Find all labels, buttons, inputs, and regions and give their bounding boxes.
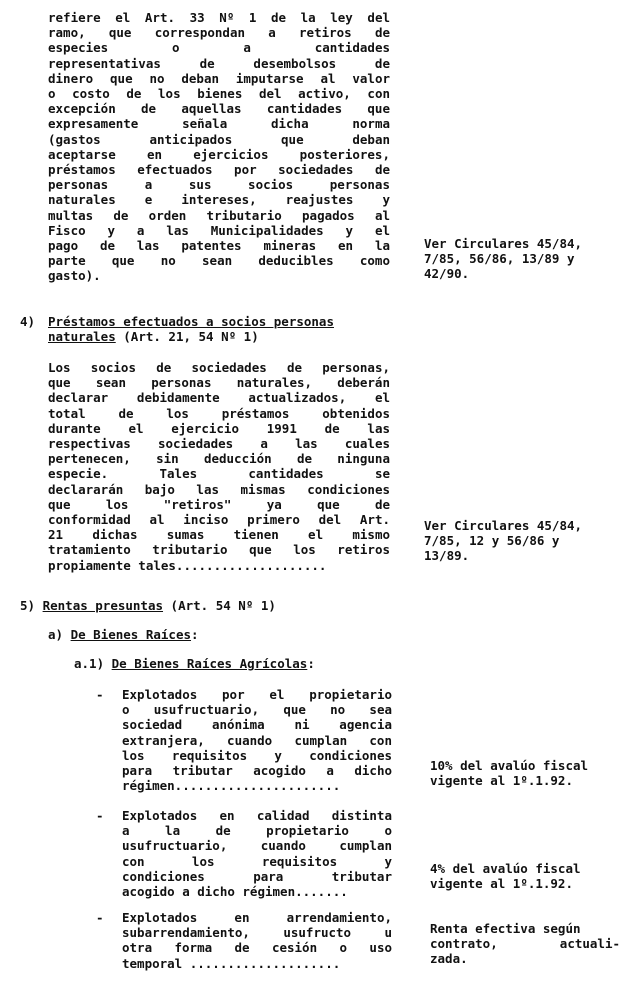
text-line: temporal ....................: [122, 955, 341, 971]
text-line: excepción de aquellas cantidades que: [48, 101, 390, 117]
text-line: que los "retiros" ya que de: [48, 496, 390, 512]
subsection-number: a): [48, 627, 64, 642]
paragraph-continuation: [48, 10, 390, 284]
note-line: 4% del avalúo fiscal: [430, 861, 581, 876]
colon: :: [191, 627, 199, 642]
text-line: propiamente tales....................: [48, 557, 327, 573]
text-line: ramo, que correspondan a retiros de: [48, 25, 390, 41]
text-line: préstamos efectuados por sociedades de: [48, 162, 390, 178]
item-note: [430, 758, 626, 788]
dash-bullet: -: [96, 687, 104, 702]
text-line: gasto).: [48, 268, 101, 284]
note-line: 13/89.: [424, 548, 470, 564]
text-line: expresamente señala dicha norma: [48, 116, 390, 132]
note-line: Ver Circulares 45/84,: [424, 236, 583, 251]
dash-bullet: -: [96, 808, 104, 823]
text-line: personas a sus socios personas: [48, 177, 390, 193]
text-line: aceptarse en ejercicios posteriores,: [48, 146, 390, 162]
note-line: Renta efectiva según: [430, 921, 581, 936]
text-line: tratamiento tributario que los retiros: [48, 542, 390, 558]
text-line: refiere el Art. 33 Nº 1 de la ley del: [48, 10, 390, 25]
text-line: Fisco y a las Municipalidades y el: [48, 222, 390, 238]
text-line: con los requisitos y: [122, 853, 392, 869]
text-line: usufructuario, cuando cumplan: [122, 838, 392, 854]
text-line: (gastos anticipados que deban: [48, 131, 390, 147]
note-line: 42/90.: [424, 266, 470, 282]
text-line: representativas de desembolsos de: [48, 55, 390, 71]
note-line: vigente al 1º.1.92.: [430, 876, 573, 892]
item-note: [430, 921, 620, 967]
article-reference: (Art. 21, 54 Nº 1): [123, 329, 259, 345]
list-item: [122, 808, 392, 899]
section-number: 4): [20, 314, 36, 329]
text-line: a la de propietario o: [122, 823, 392, 839]
text-line: condiciones para tributar: [122, 868, 392, 884]
subsection-number: a.1): [74, 656, 105, 671]
text-line: Explotados en arrendamiento,: [122, 910, 392, 925]
text-line: subarrendamiento, usufructo u: [122, 925, 392, 941]
list-item: [122, 687, 392, 793]
text-line: o usufructuario, que no sea: [122, 702, 392, 718]
section-title-cont: naturales: [48, 329, 116, 345]
dash-bullet: -: [96, 910, 104, 925]
text-line: especie. Tales cantidades se: [48, 466, 390, 482]
text-line: respectivas sociedades a las cuales: [48, 436, 390, 452]
text-line: 21 dichas sumas tienen el mismo: [48, 527, 390, 543]
text-line: especies o a cantidades: [48, 40, 390, 56]
colon: :: [307, 656, 315, 671]
text-line: Explotados por el propietario: [122, 687, 392, 702]
text-line: extranjera, cuando cumplan con: [122, 732, 392, 748]
item-note: [430, 861, 626, 891]
note-line: 10% del avalúo fiscal: [430, 758, 589, 773]
text-line: o costo de los bienes del activo, con: [48, 86, 390, 102]
text-line: pago de las patentes mineras en la: [48, 238, 390, 254]
text-line: multas de orden tributario pagados al: [48, 207, 390, 223]
article-reference: (Art. 54 Nº 1): [170, 598, 276, 613]
text-line: declarar debidamente actualizados, el: [48, 390, 390, 406]
text-line: que sean personas naturales, deberán: [48, 375, 390, 391]
text-line: para tributar acogido a dicho: [122, 763, 392, 779]
text-line: otra forma de cesión o uso: [122, 940, 392, 956]
subsection-title: De Bienes Raíces: [70, 627, 192, 642]
list-item: [122, 910, 392, 971]
text-line: Los socios de sociedades de personas,: [48, 360, 390, 375]
note-line: 7/85, 12 y 56/86 y: [424, 533, 560, 549]
text-line: naturales e intereses, reajustes y: [48, 192, 390, 208]
text-line: los requisitos y condiciones: [122, 747, 392, 763]
text-line: total de los préstamos obtenidos: [48, 405, 390, 421]
circulars-note-1: [424, 236, 620, 282]
circulars-note-2: [424, 518, 620, 564]
note-line: contrato, actuali-: [430, 936, 620, 952]
text-line: dinero que no deban imputarse al valor: [48, 70, 390, 86]
text-line: sociedad anónima ni agencia: [122, 717, 392, 733]
subsection-a-heading: [48, 627, 199, 642]
note-line: 7/85, 56/86, 13/89 y: [424, 251, 575, 267]
section-4-title: [48, 314, 390, 344]
section-5-heading: [20, 598, 276, 613]
text-line: conformidad al inciso primero del Art.: [48, 512, 390, 528]
subsection-title: De Bienes Raíces Agrícolas: [111, 656, 308, 671]
text-line: pertenecen, sin deducción de ninguna: [48, 451, 390, 467]
note-line: zada.: [430, 951, 468, 967]
text-line: durante el ejercicio 1991 de las: [48, 420, 390, 436]
text-line: declararán bajo las mismas condiciones: [48, 481, 390, 497]
note-line: vigente al 1º.1.92.: [430, 773, 573, 789]
text-line: acogido a dicho régimen.......: [122, 884, 348, 900]
text-line: régimen......................: [122, 778, 341, 794]
section-title: Rentas presuntas: [42, 598, 164, 613]
note-line: Ver Circulares 45/84,: [424, 518, 583, 533]
section-title: Préstamos efectuados a socios personas: [48, 314, 334, 329]
text-line: parte que no sean deducibles como: [48, 253, 390, 269]
text-line: Explotados en calidad distinta: [122, 808, 392, 823]
subsection-a1-heading: [74, 656, 315, 671]
section-4-body: [48, 360, 390, 573]
section-number: 5): [20, 598, 36, 613]
section-4-heading: [20, 314, 35, 329]
